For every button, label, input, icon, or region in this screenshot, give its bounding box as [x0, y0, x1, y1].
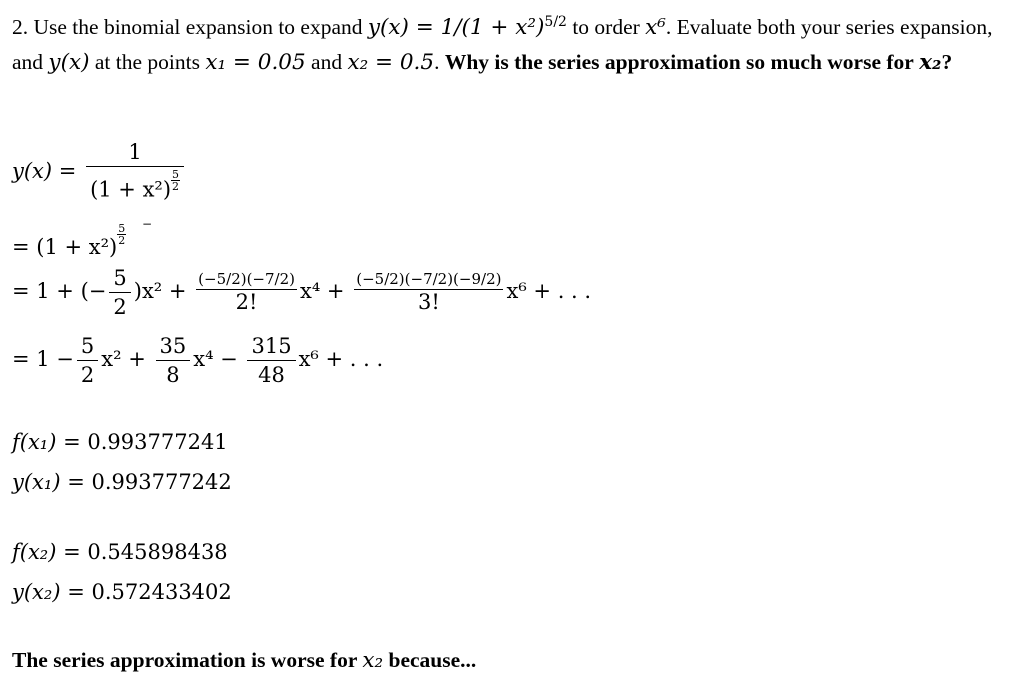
result-y-x2-value: = 0.572433402	[67, 580, 232, 604]
eq4-frac-2	[156, 334, 191, 387]
eq3-frac-3-num: (−5/2)(−7/2)(−9/2)	[356, 270, 502, 289]
eq2-body: = (1 + x²)	[12, 234, 118, 259]
prompt-bold-var: x₂	[919, 50, 942, 76]
eq1-lhs: y(x) =	[12, 158, 77, 183]
prompt-point-2: x₂ = 0.5	[347, 50, 435, 76]
prompt-bold-end: ?	[941, 50, 953, 75]
prompt-text-6: .	[434, 50, 440, 75]
eq3-part-b: )x² +	[133, 279, 187, 304]
prompt-expr-y: y(x) = 1/(1 + x²)	[367, 15, 545, 41]
equation-3	[12, 266, 591, 319]
conclusion	[12, 648, 476, 673]
eq4-part-d: x⁶ + . . .	[298, 347, 384, 372]
result-f-x1-label: f(x₁)	[12, 430, 57, 454]
prompt-text-2: to order	[572, 15, 640, 40]
prompt-text-1: Use the binomial expansion to expand	[33, 15, 363, 40]
eq1-den-base: (1 + x²)	[90, 177, 172, 202]
eq4-frac-3-den: 48	[258, 363, 285, 388]
eq3-frac-2-num: (−5/2)(−7/2)	[198, 270, 295, 289]
prompt-point-1: x₁ = 0.05	[205, 50, 306, 76]
eq3-frac-3-den: 3!	[417, 289, 440, 314]
conclusion-text-b: because...	[388, 648, 477, 672]
eq3-part-a: = 1 + (−	[12, 279, 107, 304]
eq1-denominator	[86, 167, 184, 202]
eq2-exp-num: 5	[118, 222, 126, 235]
eq4-frac-2-den: 8	[166, 363, 180, 388]
eq3-frac-2	[196, 271, 297, 313]
equation-2	[12, 217, 153, 259]
eq4-part-c: x⁴ −	[193, 347, 238, 372]
prompt-expr-exponent: 5/2	[544, 14, 567, 30]
result-f-x1	[12, 430, 228, 454]
eq1-exp-num: 5	[172, 168, 180, 182]
eq3-frac-1-num: 5	[109, 266, 130, 293]
result-y-x1-value: = 0.993777242	[67, 470, 232, 494]
eq3-frac-1	[109, 266, 130, 319]
eq3-part-c: x⁴ +	[300, 279, 345, 304]
eq4-frac-1-den: 2	[80, 363, 95, 388]
eq4-part-b: x² +	[101, 347, 146, 372]
result-y-x2	[12, 580, 232, 604]
result-y-x1	[12, 470, 232, 494]
question-prompt	[12, 5, 1017, 80]
conclusion-var: x₂	[362, 648, 384, 673]
eq4-frac-3	[247, 334, 295, 387]
result-y-x2-label: y(x₂)	[12, 580, 61, 604]
eq4-frac-1-num: 5	[77, 334, 98, 361]
result-f-x2	[12, 540, 228, 564]
conclusion-text-a: The series approximation is worse for	[12, 648, 357, 672]
eq4-part-a: = 1 −	[12, 347, 74, 372]
result-f-x1-value: = 0.993777241	[63, 430, 228, 454]
eq3-part-d: x⁶ + . . .	[506, 279, 592, 304]
result-f-x2-value: = 0.545898438	[63, 540, 228, 564]
eq2-exp-sign: −	[142, 217, 153, 231]
eq4-frac-1	[77, 334, 98, 387]
equation-4	[12, 334, 383, 387]
eq4-frac-2-num: 35	[156, 334, 191, 361]
eq1-exponent	[171, 169, 180, 192]
eq2-exp-den: 2	[118, 234, 126, 247]
eq3-frac-3	[354, 271, 503, 313]
eq1-fraction	[86, 140, 184, 202]
prompt-text-4: at the points	[94, 50, 200, 75]
equation-1	[12, 140, 187, 202]
prompt-text-5: and	[311, 50, 343, 75]
prompt-bold-question: Why is the series approximation so much worse for	[444, 50, 914, 75]
eq4-frac-3-num: 315	[247, 334, 295, 361]
prompt-order: x⁶	[645, 15, 666, 41]
prompt-text-3: . Evaluate both your series expansion, and	[12, 15, 993, 75]
eq1-exp-den: 2	[172, 180, 180, 194]
eq3-frac-1-den: 2	[113, 295, 127, 320]
prompt-expr-y2: y(x)	[48, 50, 90, 76]
result-f-x2-label: f(x₂)	[12, 540, 57, 564]
eq2-exponent	[117, 223, 126, 246]
eq3-frac-2-den: 2!	[235, 289, 258, 314]
result-y-x1-label: y(x₁)	[12, 470, 61, 494]
eq1-numerator: 1	[86, 140, 184, 167]
question-number: 2.	[12, 15, 29, 40]
